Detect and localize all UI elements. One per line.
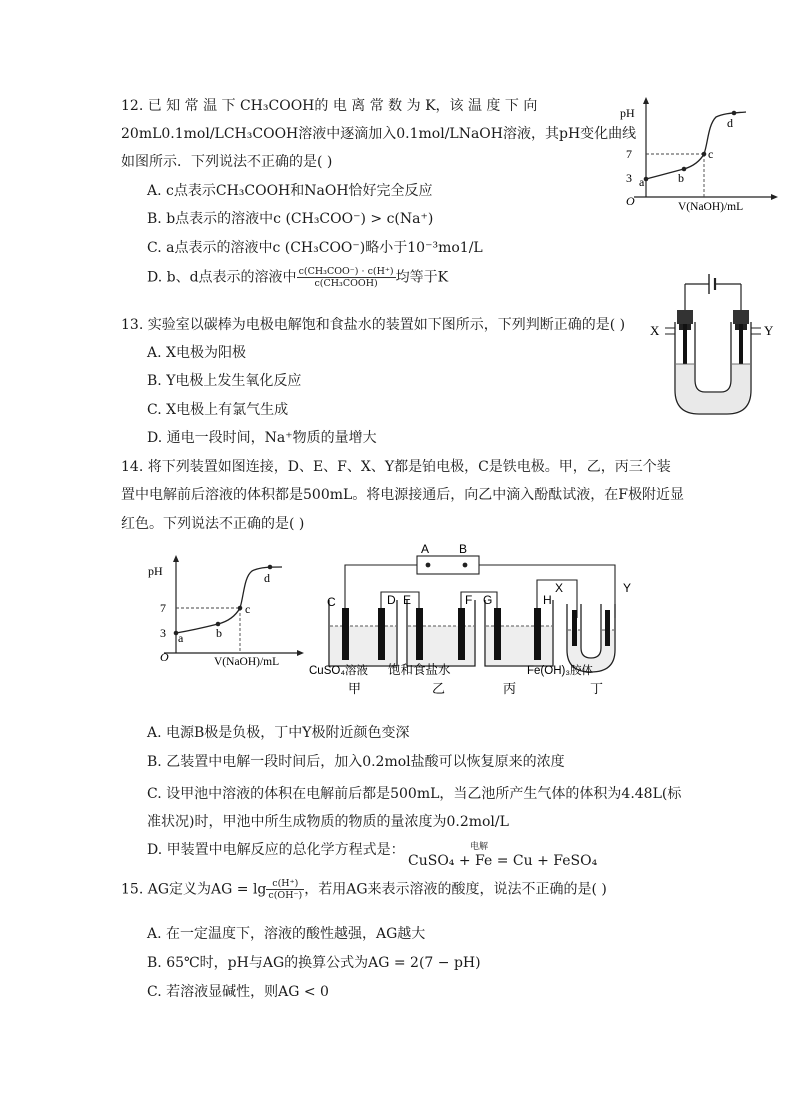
u-tube-label-y: Y xyxy=(764,323,774,338)
u-tube-electrolysis-figure xyxy=(645,262,785,422)
solution-label-feoh3: Fe(OH)₃胶体 xyxy=(527,665,594,677)
titration-curve-figure xyxy=(612,95,782,220)
titration-x-label: V(NaOH)/mL xyxy=(678,201,744,213)
u-tube-label-x: X xyxy=(650,323,660,338)
titration2-label-c: c xyxy=(245,602,251,616)
titration2-tick-7: 7 xyxy=(160,601,166,615)
q12-option-d-denominator: c(CH₃COOH) xyxy=(314,278,378,289)
q12-option-d-fraction xyxy=(297,266,396,289)
q12-option-c: C. a点表示的溶液中c (CH₃COO⁻)略小于10⁻³mo1/L xyxy=(147,240,483,256)
q12-stem-line2: 20mL0.1mol/LCH₃COOH溶液中逐滴加入0.1mol/LNaOH溶液，其pH变化曲线 xyxy=(121,126,637,142)
titration-point-c xyxy=(702,152,707,157)
q14-option-d: D. 甲装置中电解反应的总化学方程式是： xyxy=(147,842,405,858)
cell-label-ding: 丁 xyxy=(590,681,604,696)
titration-tick-3: 3 xyxy=(626,171,632,185)
q15-fraction xyxy=(266,878,304,901)
electrode-label-x: X xyxy=(555,581,564,595)
q12-option-d xyxy=(147,266,448,289)
q14-option-d-equation: CuSO₄ + Fe = Cu + FeSO₄ xyxy=(408,853,598,869)
titration-tick-7: 7 xyxy=(626,147,632,161)
electrode-label-h: H xyxy=(543,593,552,607)
titration2-label-b: b xyxy=(216,626,222,640)
q12-stem-line3: 如图所示．下列说法不正确的是( ) xyxy=(121,154,333,170)
titration2-point-c xyxy=(238,606,243,611)
q13-option-a: A. X电极为阳极 xyxy=(147,345,246,361)
electrode-label-f: F xyxy=(465,593,473,607)
electrode-label-e: E xyxy=(403,593,412,607)
q12-option-d-prefix: D. b、d点表示的溶液中 xyxy=(147,269,297,286)
q15-option-b: B. 65℃时，pH与AG的换算公式为AG = 2(7 − pH) xyxy=(147,955,481,971)
solution-label-cuso4: CuSO₄溶液 xyxy=(309,665,369,677)
q15-stem-equation: AG = lg xyxy=(211,881,267,898)
titration-y-label: pH xyxy=(620,106,635,120)
q12-option-b: B. b点表示的溶液中c (CH₃COO⁻) > c(Na⁺) xyxy=(147,211,434,227)
q12-option-d-numerator: c(CH₃COO⁻) · c(H⁺) xyxy=(298,266,394,277)
q15-stem-prefix: 15. AG定义为 xyxy=(121,881,212,898)
q13-stem: 13. 实验室以碳棒为电极电解饱和食盐水的装置如下图所示，下列判断正确的是( ) xyxy=(121,317,626,333)
titration2-origin-label: O xyxy=(160,650,169,664)
titration-curve-figure-2 xyxy=(142,553,310,675)
q14-option-c-line2: 准状况)时，甲池中所生成物质的物质的量浓度为0.2mol/L xyxy=(147,814,509,830)
q14-stem-line1: 14. 将下列装置如图连接，D、E、F、X、Y都是铂电极，C是铁电极。甲，乙，丙三个装 xyxy=(121,459,671,475)
q15-denominator: c(OH⁻) xyxy=(268,890,303,901)
titration-point-a xyxy=(644,177,649,182)
titration2-y-label: pH xyxy=(148,564,163,578)
q14-option-a: A. 电源B极是负极，丁中Y极附近颜色变深 xyxy=(147,725,410,741)
cell-label-yi: 乙 xyxy=(432,681,446,696)
titration2-tick-3: 3 xyxy=(160,626,166,640)
q15-numerator: c(H⁺) xyxy=(266,878,304,890)
electrode-label-c: C xyxy=(327,595,336,609)
power-label-b: B xyxy=(459,542,468,556)
titration2-label-a: a xyxy=(178,631,184,645)
q14-option-c-line1: C. 设甲池中溶液的体积在电解前后都是500mL，当乙池所产生气体的体积为4.48L(标 xyxy=(147,786,682,802)
electrolysis-apparatus-figure xyxy=(305,540,645,700)
titration-label-b: b xyxy=(678,171,684,185)
q15-option-a: A. 在一定温度下，溶液的酸性越强，AG越大 xyxy=(147,926,426,942)
q12-option-d-suffix: 均等于K xyxy=(395,269,449,286)
power-label-a: A xyxy=(421,542,430,556)
q15-stem xyxy=(121,878,607,901)
q13-option-b: B. Y电极上发生氧化反应 xyxy=(147,373,302,389)
q14-option-d-condition: 电解 xyxy=(470,842,489,852)
q14-stem-line3: 红色。下列说法不正确的是( ) xyxy=(121,516,305,532)
solution-label-nacl: 饱和食盐水 xyxy=(388,663,451,677)
q14-option-b: B. 乙装置中电解一段时间后，加入0.2mol盐酸可以恢复原来的浓度 xyxy=(147,754,565,770)
titration-origin-label: O xyxy=(626,194,635,208)
q14-stem-line2: 置中电解前后溶液的体积都是500mL。将电源接通后，向乙中滴入酚酞试液，在F极附近显 xyxy=(121,487,685,503)
q13-option-c: C. X电极上有氯气生成 xyxy=(147,402,289,418)
electrode-label-d: D xyxy=(387,593,396,607)
titration2-point-d xyxy=(268,565,273,570)
cell-label-jia: 甲 xyxy=(348,681,362,696)
q15-stem-suffix: ，若用AG来表示溶液的酸度，说法不正确的是( ) xyxy=(304,881,607,898)
titration2-label-d: d xyxy=(264,571,270,585)
q15-option-c: C. 若溶液显碱性，则AG < 0 xyxy=(147,984,329,1000)
titration-label-d: d xyxy=(727,116,733,130)
q12-option-a: A. c点表示CH₃COOH和NaOH恰好完全反应 xyxy=(147,183,433,199)
q13-option-d: D. 通电一段时间，Na⁺物质的量增大 xyxy=(147,430,377,446)
cell-label-bing: 丙 xyxy=(503,681,517,696)
electrode-label-g: G xyxy=(483,593,493,607)
titration-label-a: a xyxy=(639,175,645,189)
titration-point-d xyxy=(732,111,737,116)
electrode-label-y: Y xyxy=(623,581,632,595)
q12-stem-line1: 12. 已 知 常 温 下 CH₃COOH的 电 离 常 数 为 K，该 温 度 下 向 xyxy=(121,98,538,114)
titration2-x-label: V(NaOH)/mL xyxy=(214,656,280,668)
titration-label-c: c xyxy=(708,147,714,161)
